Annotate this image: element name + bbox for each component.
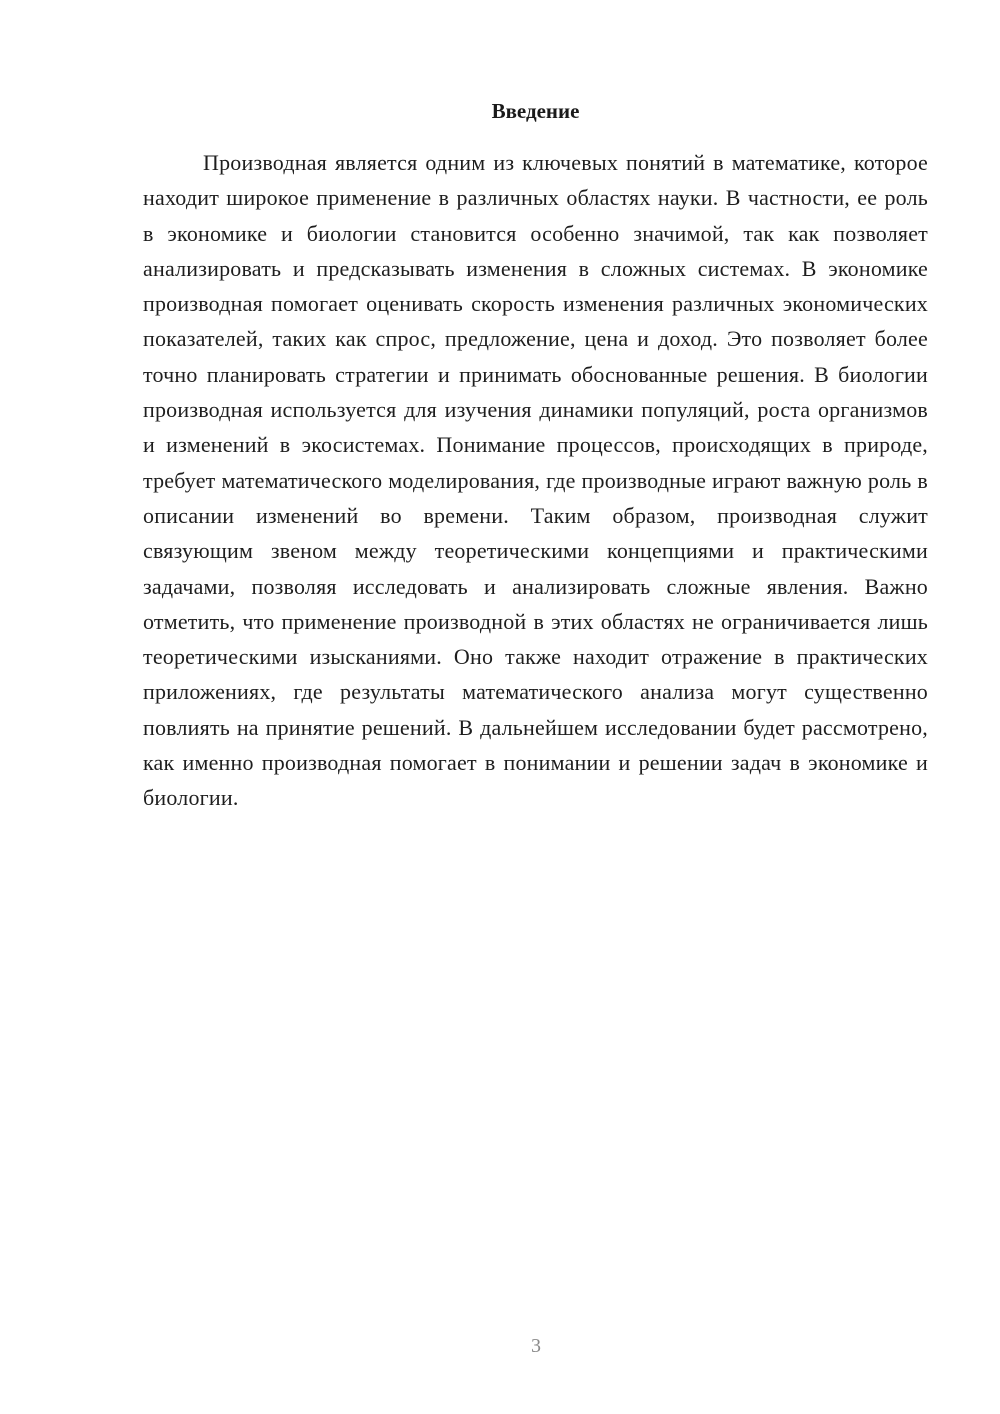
page-number: 3 (531, 1335, 541, 1357)
section-heading: Введение (491, 99, 580, 123)
body-paragraph: Производная является одним из ключевых понятий в математике, которое находит широкое применение в различных областях науки. В частности, ее роль в экономике и биологии становится особенно значимой, так как позволяет анализировать и предсказывать изменения в сложных системах. В экономике производная помогает оценивать скорость изменения различных экономических показателей, таких как спрос, предложение, цена и доход. Это позволяет более точно планировать стратегии и принимать обоснованные решения. В биологии производная используется для изучения динамики популяций, роста организмов и изменений в экосистемах. Понимание процессов, происходящих в природе, требует математического моделирования, где производные играют важную роль в описании изменений во времени. Таким образом, производная служит связующим звеном между теоретическими концепциями и практическими задачами, позволяя исследовать и анализировать сложные явления. Важно отметить, что применение производной в этих областях не ограничивается лишь теоретическими изысканиями. Оно также находит отражение в практических приложениях, где результаты математического анализа могут существенно повлиять на принятие решений. В дальнейшем исследовании будет рассмотрено, как именно производная помогает в понимании и решении задач в экономике и биологии. (143, 150, 928, 811)
